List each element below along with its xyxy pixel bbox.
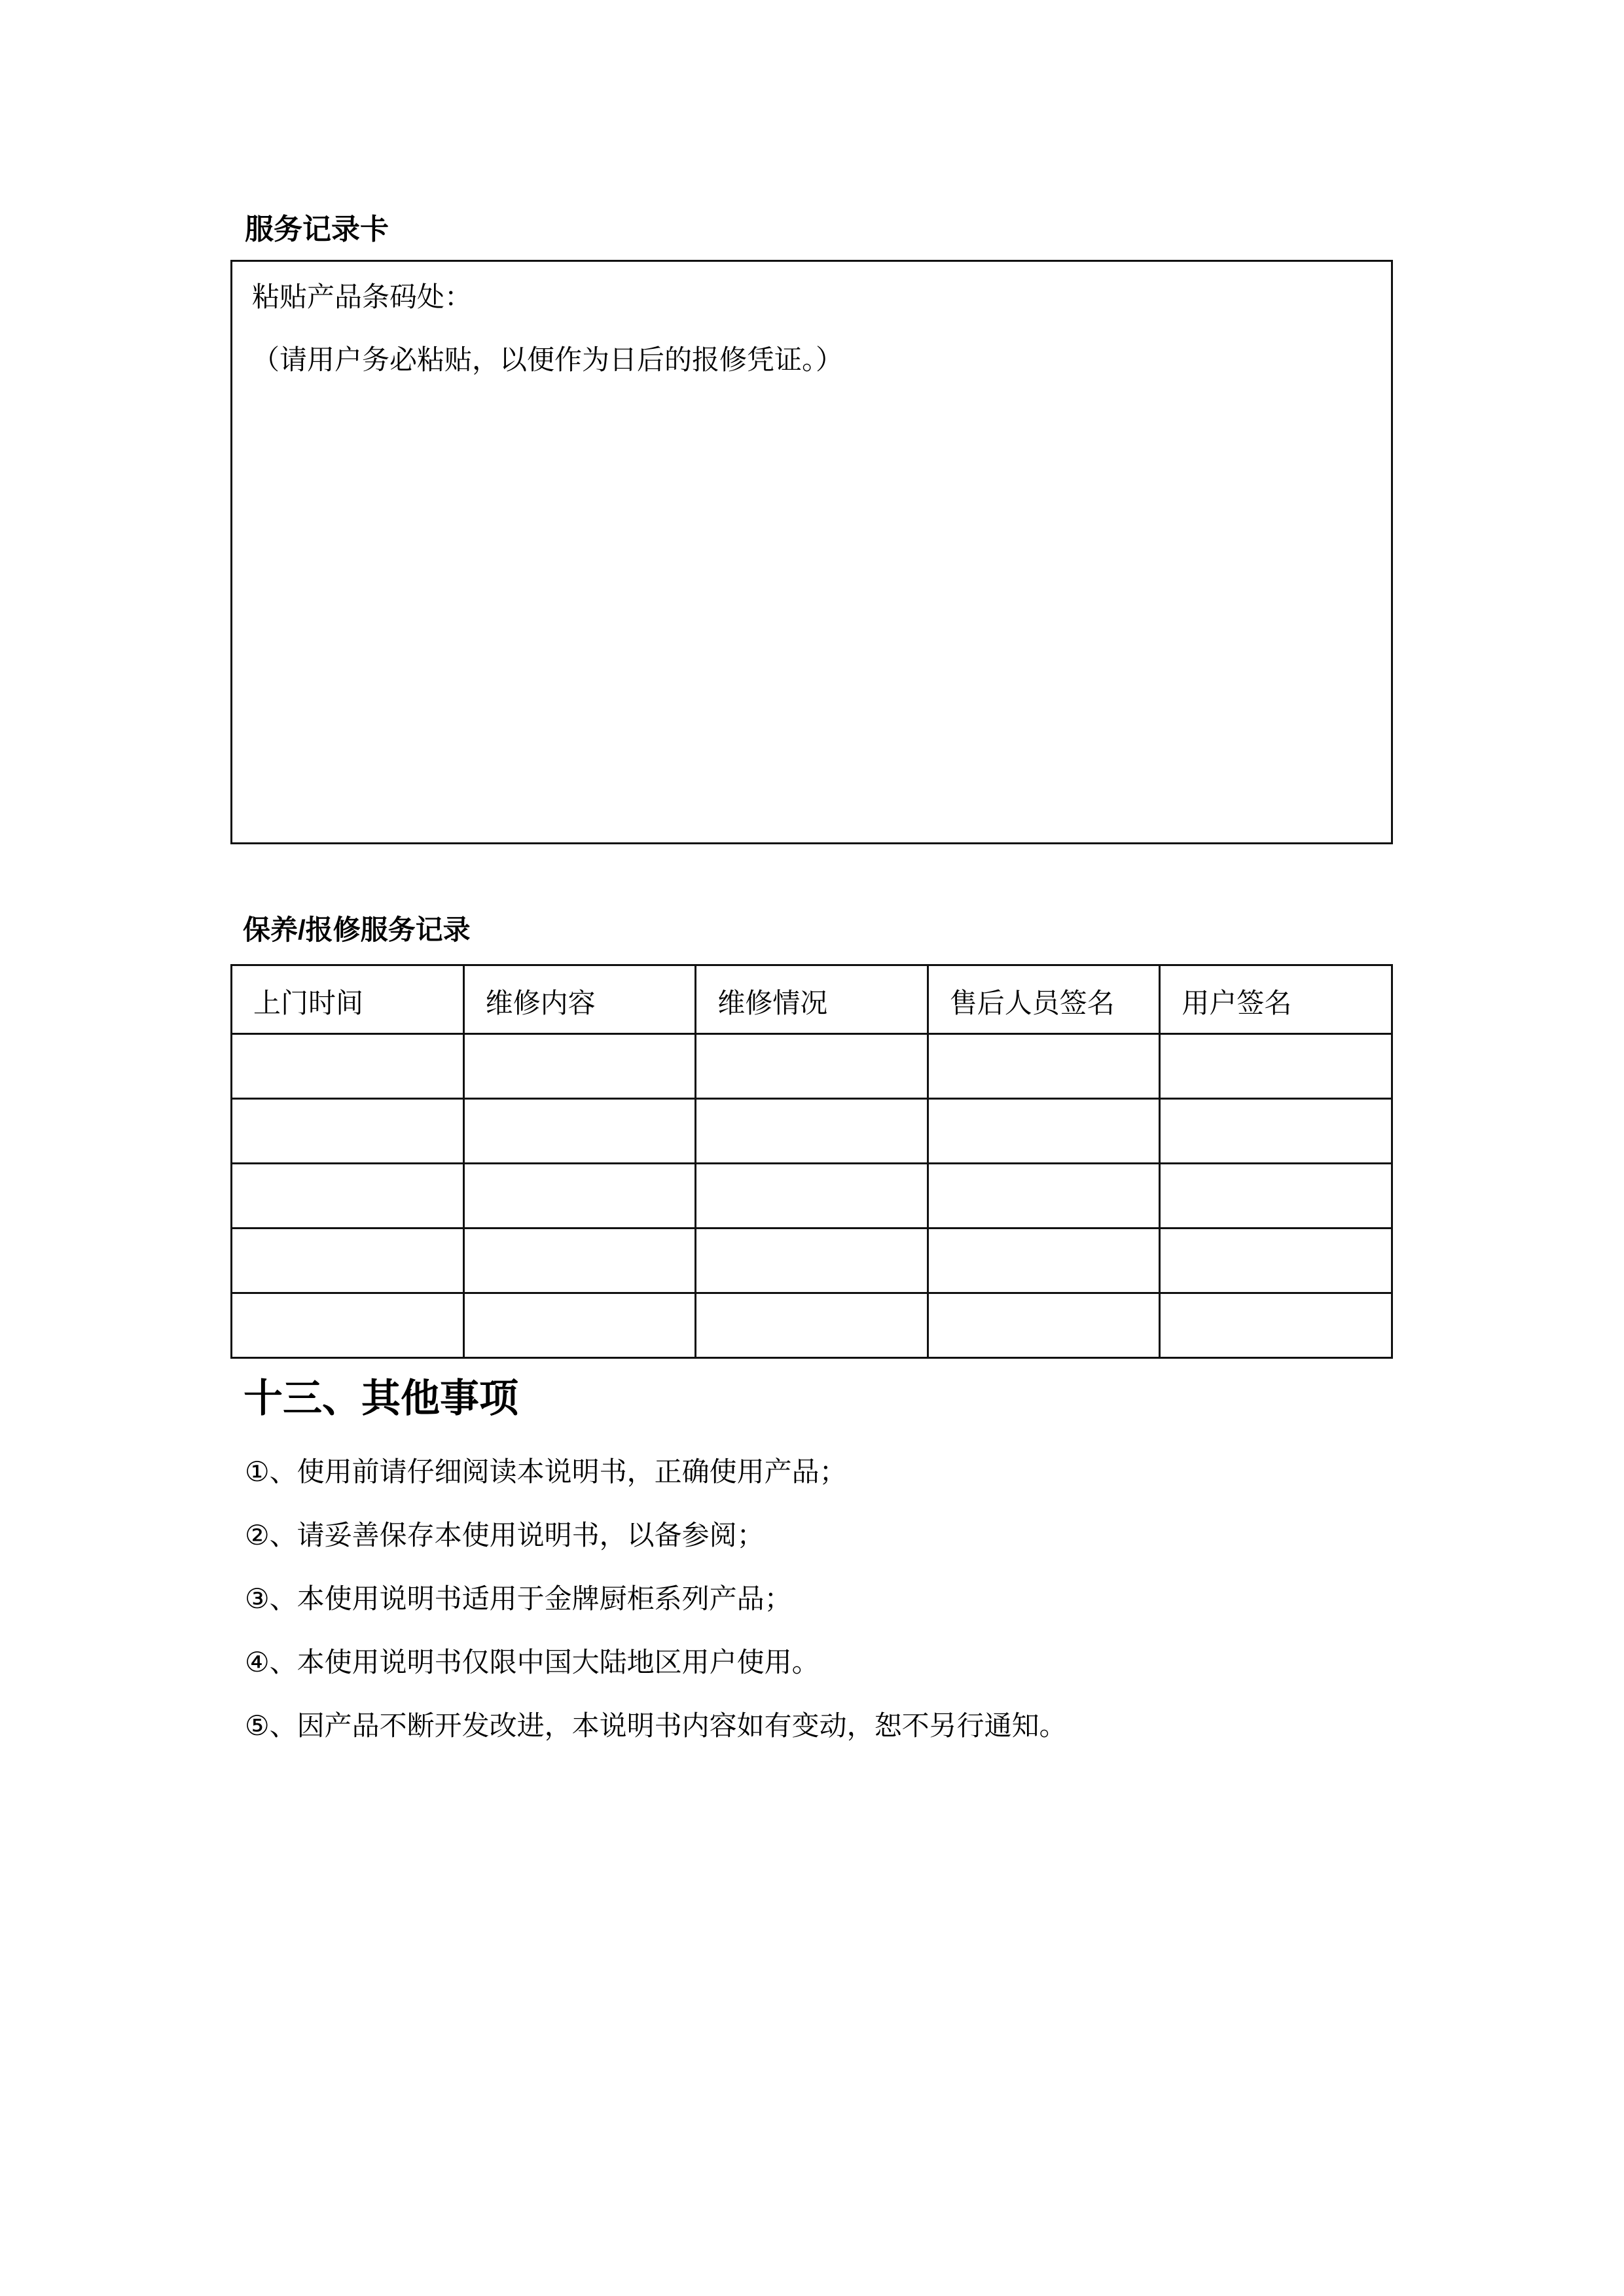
table-cell — [232, 1293, 464, 1358]
table-cell — [232, 1099, 464, 1164]
list-item: ③、本使用说明书适用于金牌厨柜系列产品； — [245, 1583, 792, 1614]
col-header-repair-content: 维修内容 — [463, 965, 696, 1034]
table-cell — [463, 1229, 696, 1293]
other-matters-title: 十三、其他事项 — [244, 1376, 518, 1420]
table-row — [232, 1164, 1392, 1229]
table-row — [232, 1229, 1392, 1293]
table-cell — [1160, 1229, 1392, 1293]
table-cell — [1160, 1164, 1392, 1229]
table-cell — [696, 1229, 928, 1293]
table-cell — [463, 1099, 696, 1164]
col-header-repair-status: 维修情况 — [696, 965, 928, 1034]
service-record-table — [230, 964, 1393, 1359]
table-row — [232, 1293, 1392, 1358]
table-header-row — [232, 965, 1392, 1034]
table-cell — [928, 1034, 1160, 1099]
table-cell — [232, 1034, 464, 1099]
list-item: ①、使用前请仔细阅读本说明书，正确使用产品； — [245, 1456, 847, 1487]
table-cell — [696, 1293, 928, 1358]
table-body — [232, 1034, 1392, 1358]
table-cell — [696, 1034, 928, 1099]
barcode-paste-box — [230, 260, 1393, 844]
table-cell — [232, 1164, 464, 1229]
col-header-service-staff-signature: 售后人员签名 — [928, 965, 1160, 1034]
table-cell — [232, 1229, 464, 1293]
table-row — [232, 1034, 1392, 1099]
table-cell — [463, 1293, 696, 1358]
table-cell — [463, 1164, 696, 1229]
table-cell — [928, 1164, 1160, 1229]
col-header-user-signature: 用户签名 — [1160, 965, 1392, 1034]
table-row — [232, 1099, 1392, 1164]
list-item: ④、本使用说明书仅限中国大陆地区用户使用。 — [245, 1647, 820, 1677]
table-cell — [696, 1164, 928, 1229]
table-cell — [928, 1229, 1160, 1293]
table-cell — [1160, 1293, 1392, 1358]
list-item: ⑤、因产品不断开发改进，本说明书内容如有变动，恕不另行通知。 — [245, 1710, 1067, 1741]
service-card-title: 服务记录卡 — [245, 213, 389, 245]
barcode-box-label: 粘贴产品条码处： — [252, 281, 473, 312]
other-matters-list — [245, 1453, 1423, 1770]
table-cell — [463, 1034, 696, 1099]
service-record-title: 保养/报修服务记录 — [243, 914, 471, 945]
col-header-visit-time: 上门时间 — [232, 965, 464, 1034]
table-cell — [928, 1293, 1160, 1358]
list-item: ②、请妥善保存本使用说明书，以备参阅； — [245, 1520, 765, 1551]
table-cell — [696, 1099, 928, 1164]
table-cell — [1160, 1034, 1392, 1099]
table-cell — [1160, 1099, 1392, 1164]
table-cell — [928, 1099, 1160, 1164]
barcode-box-note: （请用户务必粘贴，以便作为日后的报修凭证。） — [252, 344, 844, 375]
